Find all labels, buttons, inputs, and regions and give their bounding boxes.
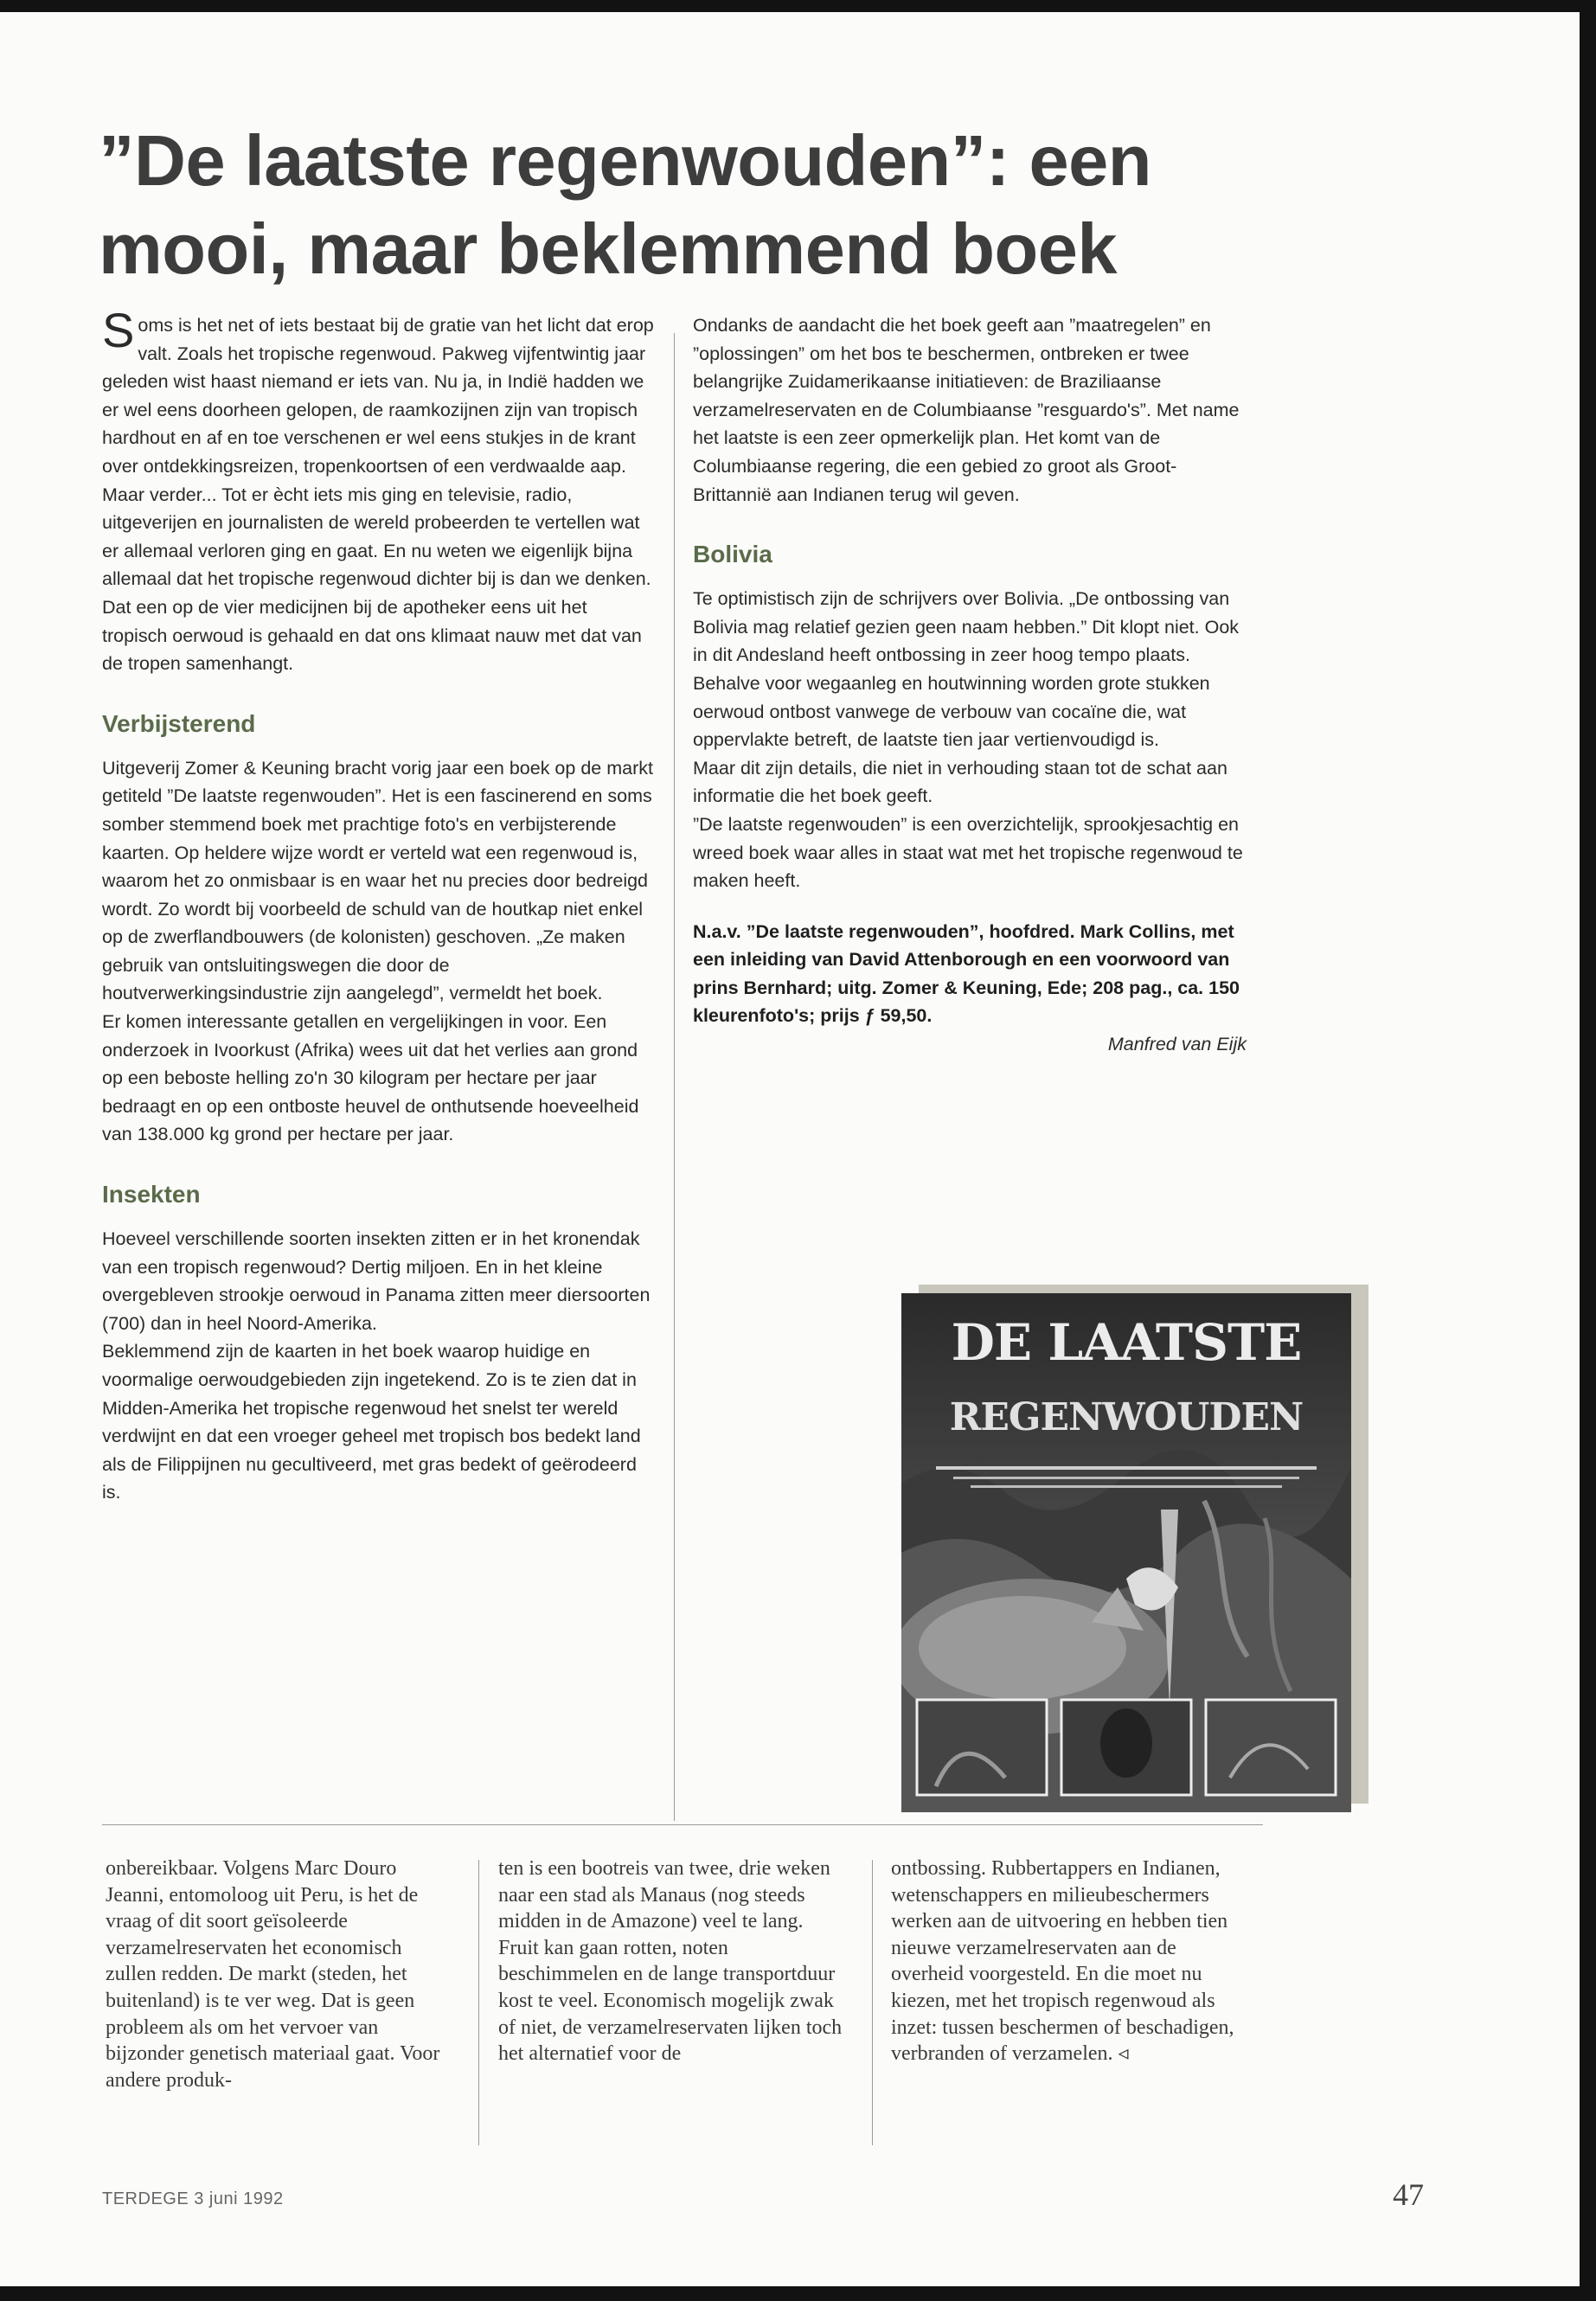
column-divider (872, 1860, 873, 2145)
book-info: N.a.v. ”De laatste regenwouden”, hoofdred. Mark Collins, met een inleiding van David Attenborough en een voorwoord van prins Bernhard; uitg. Zomer & Keuning, Ede; 208 pag., ca. 150 kleurenfoto's; prijs ƒ 59,50. (693, 920, 1240, 1027)
section-divider (102, 1824, 1263, 1825)
scan-edge-top (0, 0, 1596, 12)
article-column-left (102, 303, 656, 1507)
drop-cap: S (102, 303, 135, 357)
paragraph: Te optimistisch zijn de schrijvers over Bolivia. „De ontbossing van Bolivia mag relatief gezien geen naam hebben.” Dit klopt niet. Ook in dit Andesland heeft ontbossing in zeer hoog tempo plaats. Behalve voor wegaanleg en houtwinning worden grote stukken oerwoud ontbost vanwege de verbouw van cocaïne die, wat oppervlakte betreft, de laatste tien jaar vertienvoudigd is. (693, 588, 1240, 751)
cover-subtitle: REGENWOUDEN (949, 1395, 1304, 1439)
column-divider (478, 1860, 479, 2145)
paragraph: ”De laatste regenwouden” is een overzichtelijk, sprookjesachtig en wreed boek waar alles in staat wat met het tropische regenwoud te maken heeft. (693, 813, 1243, 892)
scan-edge-bottom (0, 2286, 1596, 2301)
article-column-right (693, 311, 1247, 1059)
article-headline: ”De laatste regenwouden”: een mooi, maar beklemmend boek (99, 120, 1151, 289)
column-divider (674, 333, 675, 1821)
paragraph: Hoeveel verschillende soorten insekten zitten er in het kronendak van een tropisch regenwoud? Dertig miljoen. En in het kleine overgebleven strookje oerwoud in Panama zitten meer diersoorten (700) dan in heel Noord-Amerika. (102, 1228, 651, 1334)
book-cover (901, 1293, 1351, 1812)
intro-text: oms is het net of iets bestaat bij de gratie van het licht dat erop valt. Zoals het tropische regenwoud. Pakweg vijfentwintig jaar geleden wist haast niemand er iets van. Nu ja, in Indië hadden we er wel eens doorheen gelopen, de raamkozijnen zijn van tropisch hardhout en af en toe verschenen er wel eens stukjes in de krant over ontdekkingsreizen, tropenkoortsen of een verdwaalde aap. Maar verder... Tot er ècht iets mis ging en televisie, radio, uitgeverijen en journalisten de wereld probeerden te vertellen wat er allemaal verloren ging en gaat. En nu weten we eigenlijk bijna allemaal dat het tropische regenwoud dichter bij is dan we denken. Dat een op de vier medicijnen bij de apotheker eens uit het tropisch oerwoud is gehaald en dat ons klimaat nauw met dat van de tropen samenhangt. (102, 315, 654, 675)
continued-text: ontbossing. Rubbertappers en Indianen, wetenschappers en milieubeschermers werken aan de uitvoering en hebben tien nieuwe verzamelreservaten aan de overheid voorgesteld. En die moet nu kiezen, met het tropisch regenwoud als inzet: tussen beschermen of beschadigen, verbranden of verzamelen. ◃ (891, 1857, 1234, 2066)
magazine-footer: TERDEGE 3 juni 1992 (102, 2189, 284, 2208)
scan-edge-right (1580, 0, 1596, 2301)
paragraph: Beklemmend zijn de kaarten in het boek waarop huidige en voormalige oerwoudgebieden zijn ingetekend. Zo is te zien dat in Midden-Amerika het tropische regenwoud het snelst ter wereld verdwijnt en dat een vroeger geheel met tropisch bos bedekt land als de Filippijnen nu gecultiveerd, met gras bedekt of geërodeerd is. (102, 1341, 641, 1503)
subheading-verbijsterend: Verbijsterend (102, 709, 256, 737)
book-cover-image (884, 1285, 1360, 1838)
continued-column-2 (498, 1856, 844, 2067)
paragraph: Er komen interessante getallen en vergelijkingen in voor. Een onderzoek in Ivoorkust (Afrika) wees uit dat het verlies aan grond op een beboste helling zo'n 30 kilogram per hectare per jaar bedraagt en op een ontboste heuvel de onthutsende hoeveelheid van 138.000 kg grond per hectare per jaar. (102, 1011, 639, 1145)
intro-paragraph (102, 303, 656, 678)
continued-text: ten is een bootreis van twee, drie weken naar een stad als Manaus (nog steeds midden in de Amazone) veel te lang. Fruit kan gaan rotten, noten beschimmelen en de lange transportduur kost te veel. Economisch mogelijk zwak of niet, de verzamelreservaten lijken toch het alternatief voor de (498, 1857, 843, 2066)
continued-column-1 (106, 1856, 452, 2093)
paragraph: Maar dit zijn details, die niet in verhouding staan tot de schat aan informatie die het boek geeft. (693, 757, 1227, 807)
continued-text: onbereikbaar. Volgens Marc Douro Jeanni, entomoloog uit Peru, is het de vraag of dit soort geïsoleerde verzamelreservaten het economisch zullen redden. De markt (steden, het buitenland) is te ver weg. Dat is geen probleem als om het vervoer van bijzonder genetisch materiaal gaat. Voor andere produk- (106, 1857, 440, 2092)
cover-title: DE LAATSTE (951, 1313, 1302, 1372)
subheading-bolivia: Bolivia (693, 541, 772, 568)
page-number: 47 (1393, 2177, 1424, 2212)
paragraph: Ondanks de aandacht die het boek geeft aan ”maatregelen” en ”oplossingen” om het bos te beschermen, ontbreken er twee belangrijke Zuidamerikaanse initiatieven: de Braziliaanse verzamelreservaten en de Columbiaanse ”resguardo's”. Met name het laatste is een zeer opmerkelijk plan. Het komt van de Columbiaanse regering, die een gebied zo groot als Groot-Brittannië aan Indianen terug wil geven. (693, 315, 1240, 505)
author-byline: Manfred van Eijk (1107, 1034, 1247, 1055)
paragraph: Uitgeverij Zomer & Keuning bracht vorig jaar een boek op de markt getiteld ”De laatste regenwouden”. Het is een fascinerend en soms somber stemmend boek met prachtige foto's en verbijsterende kaarten. Op heldere wijze wordt er verteld wat een regenwoud is, waarom het zo onmisbaar is en waar het nu precies door bedreigd wordt. Zo wordt bij voorbeeld de schuld van de houtkap niet enkel op de zwerflandbouwers (de kolonisten) geschoven. „Ze maken gebruik van ontsluitingswegen die door de houtverwerkingsindustrie zijn aangelegd”, vermeldt het boek. (102, 757, 653, 1004)
continued-column-3 (891, 1856, 1237, 2067)
subheading-insekten: Insekten (102, 1181, 201, 1208)
